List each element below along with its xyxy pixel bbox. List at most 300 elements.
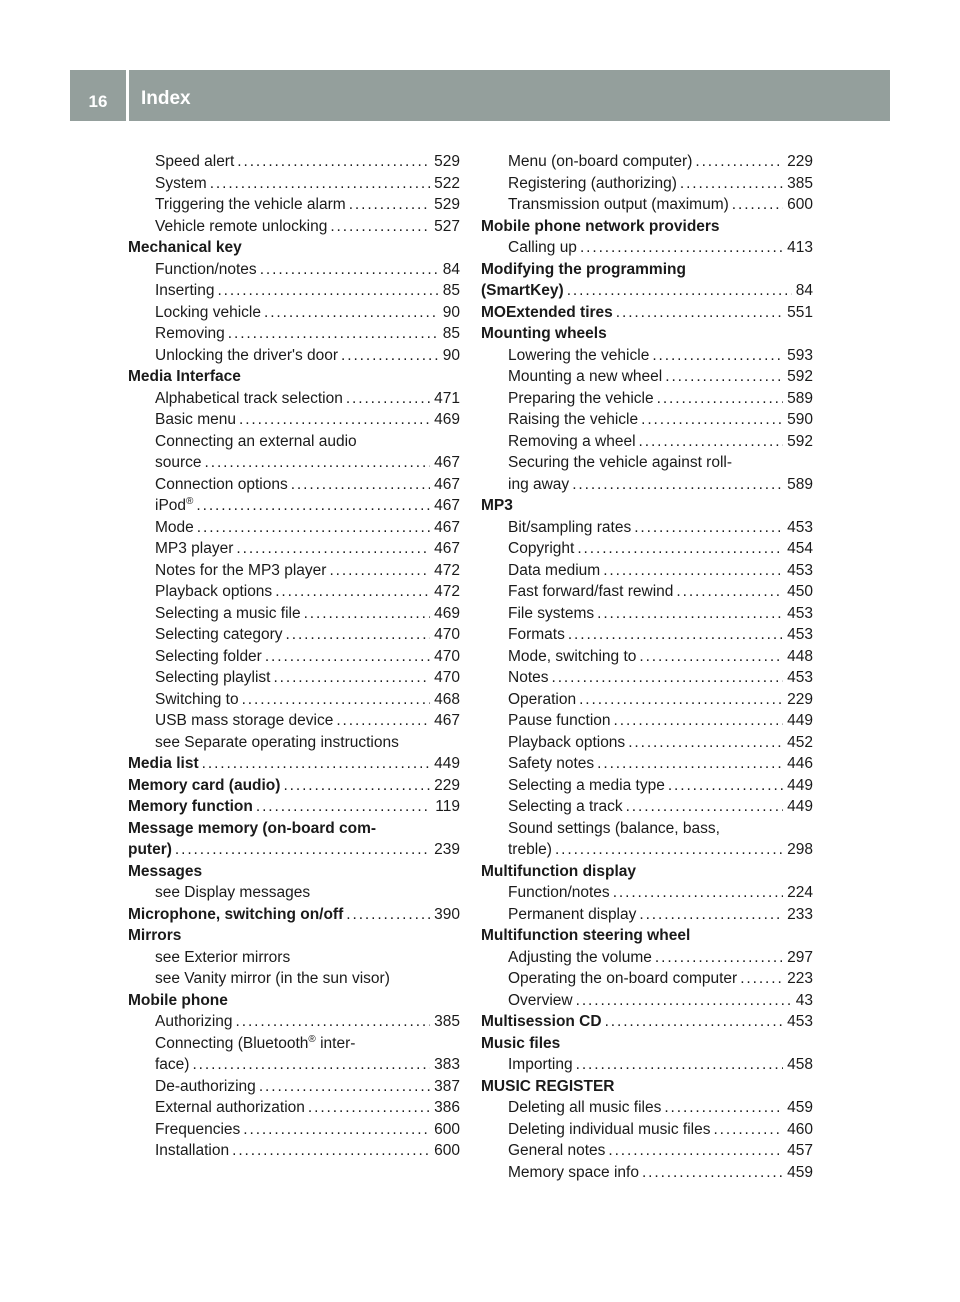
index-subentry [128,732,460,754]
entry-text [508,710,611,732]
index-subentry[interactable] [128,710,460,732]
entry-text [508,1054,573,1076]
entry-text [155,1097,305,1119]
entry-text [508,624,565,646]
entry-label: MOExtended tires [481,303,613,321]
index-subentry[interactable] [481,1054,813,1076]
entry-text [155,732,399,754]
page-reference[interactable]: 387 [434,1077,460,1095]
header-separator [126,70,129,121]
entry-text [508,1097,661,1119]
page-reference[interactable]: 600 [434,1142,460,1159]
index-subentry[interactable] [481,990,813,1012]
index-subentry[interactable] [481,1162,813,1184]
entry-label: Function/notes [508,884,610,901]
page-reference[interactable]: 593 [787,346,813,364]
entry-label: Modifying the programming [481,260,686,278]
entry-text [508,581,673,603]
dot-leader [236,1011,431,1033]
page-reference[interactable]: 589 [787,475,813,493]
entry-text [155,495,193,517]
entry-text [508,775,665,797]
entry-text [155,474,288,496]
entry-label: Multisession CD [481,1013,602,1030]
entry-label: Operation [508,690,577,708]
index-subentry[interactable] [128,1011,460,1033]
page-reference[interactable]: 453 [787,561,813,579]
index-subentry[interactable] [128,646,460,668]
page-reference[interactable]: 386 [434,1099,460,1116]
index-subentry[interactable] [128,194,460,216]
entry-label: Mobile phone network providers [481,217,720,235]
page-reference[interactable]: 413 [787,239,813,256]
page-reference[interactable]: 590 [787,411,813,428]
index-subentry[interactable] [128,1140,460,1162]
index-subentry[interactable] [481,968,813,990]
index-subentry[interactable] [481,882,813,904]
entry-label: Mode, switching to [508,647,637,665]
page-header-bar [70,70,890,121]
index-heading[interactable] [128,753,460,775]
page-reference[interactable]: 449 [434,755,460,772]
dot-leader [613,882,783,904]
dot-leader [567,280,792,302]
index-subentry[interactable] [481,409,813,431]
index-heading[interactable] [128,904,460,926]
page-reference[interactable]: 452 [787,733,813,751]
index-subentry[interactable] [128,1076,460,1098]
index-heading [481,216,813,238]
dot-leader [205,452,431,474]
page-reference[interactable]: 385 [787,174,813,192]
entry-label: Importing [508,1056,573,1073]
dot-leader [228,323,439,345]
index-subentry[interactable] [128,667,460,689]
page-reference[interactable]: 467 [434,454,460,471]
page-reference[interactable]: 453 [787,1013,813,1030]
page-reference[interactable]: 467 [434,540,460,557]
entry-label: Preparing the vehicle [508,389,654,407]
entry-text [481,861,636,883]
index-subentry [128,968,460,990]
page-reference[interactable]: 454 [787,540,813,557]
page-reference[interactable]: 449 [787,712,813,729]
entry-text [508,968,737,990]
entry-label: Overview [508,991,573,1009]
index-subentry[interactable] [481,775,813,797]
index-subentry[interactable] [128,216,460,238]
entry-label: System [155,174,207,192]
index-subentry[interactable] [481,646,813,668]
index-subentry[interactable] [481,345,813,367]
page-reference[interactable]: 551 [787,303,813,321]
entry-text [155,259,257,281]
page-reference[interactable]: 90 [442,303,460,321]
entry-label: Authorizing [155,1013,233,1030]
page-reference[interactable]: 592 [787,432,813,450]
page-reference[interactable]: 453 [787,669,813,686]
index-subentry[interactable] [128,323,460,345]
page-reference[interactable]: 527 [434,217,460,235]
index-subentry[interactable] [481,689,813,711]
page-reference[interactable]: 470 [434,669,460,686]
entry-label: Microphone, switching on/off [128,905,344,923]
entry-text [508,732,625,754]
entry-label: Frequencies [155,1120,241,1138]
dot-leader [639,646,783,668]
page-reference[interactable]: 85 [442,325,460,342]
entry-label: iPod [155,497,187,514]
index-subentry[interactable] [481,560,813,582]
index-subentry[interactable] [128,689,460,711]
index-heading [481,495,813,517]
index-subentry[interactable] [481,753,813,775]
entry-text [508,796,623,818]
dot-leader [232,1140,430,1162]
dot-leader [695,151,783,173]
dot-leader [346,904,430,926]
page-reference[interactable]: 472 [434,561,460,579]
entry-text [508,818,720,840]
page-reference[interactable]: 119 [435,798,460,815]
dot-leader [341,345,439,367]
page-reference[interactable]: 43 [795,991,813,1009]
dot-leader [291,474,430,496]
entry-text [155,1054,189,1076]
entry-label: Multifunction steering wheel [481,927,691,944]
entry-label: MP3 [481,497,513,514]
page-reference[interactable]: 467 [434,518,460,536]
page-reference[interactable]: 383 [434,1056,460,1073]
dot-leader [608,1140,783,1162]
entry-text [128,753,199,775]
index-subentry[interactable] [128,388,460,410]
page-reference[interactable]: 448 [787,647,813,665]
entry-text [155,452,202,474]
page-reference[interactable]: 467 [434,712,460,729]
index-subentry[interactable] [128,345,460,367]
page-reference[interactable]: 229 [787,690,813,708]
entry-text [508,366,662,388]
entry-label: puter) [128,841,172,858]
index-subentry[interactable] [481,1119,813,1141]
entry-label: Selecting playlist [155,669,271,686]
page-reference[interactable]: 450 [787,583,813,600]
dot-leader [668,775,783,797]
page-reference[interactable]: 529 [434,153,460,170]
page-reference[interactable]: 224 [787,884,813,901]
index-subentry[interactable] [481,710,813,732]
dot-leader [330,216,430,238]
index-subentry[interactable] [481,1097,813,1119]
entry-label: Selecting folder [155,647,262,665]
index-subentry[interactable] [481,538,813,560]
page-reference[interactable]: 229 [787,153,813,170]
index-heading [128,237,460,259]
page-reference[interactable]: 385 [434,1013,460,1030]
index-subentry[interactable] [128,474,460,496]
dot-leader [616,302,783,324]
page-reference[interactable]: 453 [787,518,813,536]
entry-text [128,839,172,861]
entry-label: Bit/sampling rates [508,518,632,536]
index-heading [128,366,460,388]
page-reference[interactable]: 600 [787,196,813,213]
page-reference[interactable]: 467 [434,475,460,493]
entry-label: MP3 player [155,540,234,557]
entry-text [508,1119,710,1141]
registered-mark: ® [308,1033,316,1045]
index-heading [481,1033,813,1055]
entry-text [508,431,636,453]
entry-text [508,237,577,259]
page-reference[interactable]: 459 [787,1099,813,1116]
entry-text [508,947,652,969]
entry-label: Selecting a music file [155,604,301,622]
entry-text [481,259,686,281]
entry-label: Locking vehicle [155,303,261,321]
page-reference[interactable]: 233 [787,905,813,923]
entry-label: Connecting an external audio [155,432,357,450]
index-subentry[interactable] [481,1140,813,1162]
entry-label: see Vanity mirror (in the sun visor) [155,970,390,987]
page-reference[interactable]: 457 [787,1142,813,1159]
entry-text [155,581,272,603]
page-reference[interactable]: 223 [787,970,813,987]
dot-leader [597,753,783,775]
index-heading [481,259,813,281]
page-reference[interactable]: 468 [434,690,460,708]
dot-leader [576,1054,784,1076]
dot-leader [239,409,430,431]
entry-text [155,624,283,646]
entry-label: Memory space info [508,1163,639,1181]
index-subentry[interactable] [128,1097,460,1119]
index-heading[interactable] [128,775,460,797]
entry-label: Basic menu [155,411,236,428]
dot-leader [308,1097,430,1119]
page-reference[interactable]: 449 [787,776,813,794]
entry-text [155,216,327,238]
page-reference[interactable]: 298 [787,841,813,858]
entry-label: Notes [508,669,549,686]
page-reference[interactable]: 239 [434,841,460,858]
page-reference[interactable]: 449 [787,798,813,815]
dot-leader [236,538,430,560]
index-subentry[interactable] [481,732,813,754]
entry-text [128,818,376,840]
index-subentry[interactable] [128,302,460,324]
index-subentry[interactable] [128,280,460,302]
entry-label: face) [155,1056,190,1073]
entry-label: see Separate operating instructions [155,733,399,751]
index-subentry[interactable] [128,581,460,603]
dot-leader [680,173,783,195]
entry-text [508,882,610,904]
index-subentry[interactable] [128,151,460,173]
dot-leader [273,667,430,689]
page-reference[interactable]: 85 [442,282,460,299]
index-subentry[interactable] [481,388,813,410]
page-reference[interactable]: 458 [787,1056,813,1073]
entry-text [155,323,225,345]
page-reference[interactable]: 529 [434,196,460,213]
dot-leader [664,1097,783,1119]
index-heading [481,861,813,883]
entry-text [155,388,343,410]
page-reference[interactable]: 460 [787,1120,813,1138]
page-reference[interactable]: 592 [787,368,813,385]
dot-leader [256,796,431,818]
entry-label: Calling up [508,239,577,256]
dot-leader [580,237,783,259]
page-reference[interactable]: 459 [787,1163,813,1181]
index-heading [128,818,460,840]
page-reference[interactable]: 467 [434,497,460,514]
entry-text [508,194,729,216]
entry-text [155,151,234,173]
entry-text [508,538,574,560]
page-reference[interactable]: 469 [434,604,460,622]
entry-label: USB mass storage device [155,712,334,729]
entry-label: Registering (authorizing) [508,174,677,192]
dot-leader [732,194,783,216]
index-subentry[interactable] [128,173,460,195]
entry-text [155,280,214,302]
index-subentry[interactable] [128,452,460,474]
index-subentry[interactable] [481,517,813,539]
page-reference[interactable]: 446 [787,755,813,772]
index-subentry[interactable] [128,538,460,560]
entry-text [155,646,262,668]
index-subentry[interactable] [128,560,460,582]
index-subentry[interactable] [481,173,813,195]
index-subentry[interactable] [128,624,460,646]
entry-text [481,925,690,947]
entry-label: Copyright [508,540,575,557]
index-heading[interactable] [481,280,813,302]
page-reference[interactable]: 90 [442,346,460,364]
entry-text [155,1033,355,1055]
page-reference[interactable]: 297 [787,948,813,966]
entry-label: Selecting a track [508,798,623,815]
index-heading[interactable] [128,839,460,861]
entry-label: De-authorizing [155,1077,256,1095]
entry-text [155,431,357,453]
page-reference[interactable]: 589 [787,389,813,407]
index-subentry[interactable] [128,495,460,517]
index-subentry[interactable] [128,517,460,539]
page-reference[interactable]: 84 [795,282,813,299]
index-subentry[interactable] [481,796,813,818]
entry-label: Deleting all music files [508,1099,662,1116]
index-subentry [481,818,813,840]
index-subentry[interactable] [481,904,813,926]
entry-text [128,796,253,818]
page-reference[interactable]: 390 [434,905,460,923]
entry-label: Mobile phone [128,991,228,1009]
page-reference[interactable]: 453 [787,604,813,622]
index-heading[interactable] [128,796,460,818]
entry-label: Mounting a new wheel [508,368,663,385]
dot-leader [259,1076,430,1098]
index-subentry[interactable] [481,839,813,861]
index-heading[interactable] [481,1011,813,1033]
page-reference[interactable]: 522 [434,174,460,192]
index-subentry[interactable] [481,667,813,689]
page-reference[interactable]: 453 [787,626,813,643]
index-subentry[interactable] [481,237,813,259]
dot-leader [597,603,783,625]
index-subentry[interactable] [481,151,813,173]
index-subentry[interactable] [481,474,813,496]
index-subentry[interactable] [128,603,460,625]
index-subentry[interactable] [481,366,813,388]
entry-text [508,151,692,173]
entry-label: Mode [155,518,194,536]
entry-label: Mechanical key [128,239,242,256]
dot-leader [641,409,783,431]
entry-label: Securing the vehicle against roll- [508,454,733,471]
entry-text [155,345,338,367]
entry-text [508,753,594,775]
entry-text [508,388,654,410]
index-heading[interactable] [481,302,813,324]
dot-leader [242,689,431,711]
index-subentry[interactable] [481,947,813,969]
dot-leader [577,538,783,560]
index-subentry[interactable] [128,1054,460,1076]
index-subentry[interactable] [481,194,813,216]
index-subentry[interactable] [481,624,813,646]
dot-leader [329,560,430,582]
entry-label: Fast forward/fast rewind [508,583,674,600]
entry-label: File systems [508,604,595,622]
page-reference[interactable]: 229 [434,776,460,794]
index-subentry[interactable] [128,409,460,431]
page-reference[interactable]: 600 [434,1120,460,1138]
entry-text [481,1011,602,1033]
entry-label: Transmission output (maximum) [508,196,729,213]
page-reference[interactable]: 470 [434,647,460,665]
dot-leader [283,775,430,797]
page-reference[interactable]: 84 [442,260,460,278]
entry-label: Permanent display [508,905,637,923]
entry-text [155,603,301,625]
page-reference[interactable]: 471 [434,389,460,407]
dot-leader [243,1119,430,1141]
index-subentry[interactable] [481,603,813,625]
index-subentry[interactable] [128,259,460,281]
entry-label: External authorization [155,1099,305,1116]
index-subentry[interactable] [128,1119,460,1141]
page-reference[interactable]: 469 [434,411,460,428]
page-reference[interactable]: 472 [434,583,460,600]
entry-text [155,710,333,732]
entry-label: Lowering the vehicle [508,346,650,364]
index-subentry[interactable] [481,581,813,603]
entry-label: Sound settings (balance, bass, [508,819,720,837]
dot-leader [286,624,431,646]
dot-leader [628,732,783,754]
index-subentry[interactable] [481,431,813,453]
entry-text [155,560,326,582]
entry-label: Removing [155,325,225,342]
index-heading [481,925,813,947]
page-reference[interactable]: 470 [434,626,460,643]
index-subentry [128,431,460,453]
entry-text [155,667,270,689]
